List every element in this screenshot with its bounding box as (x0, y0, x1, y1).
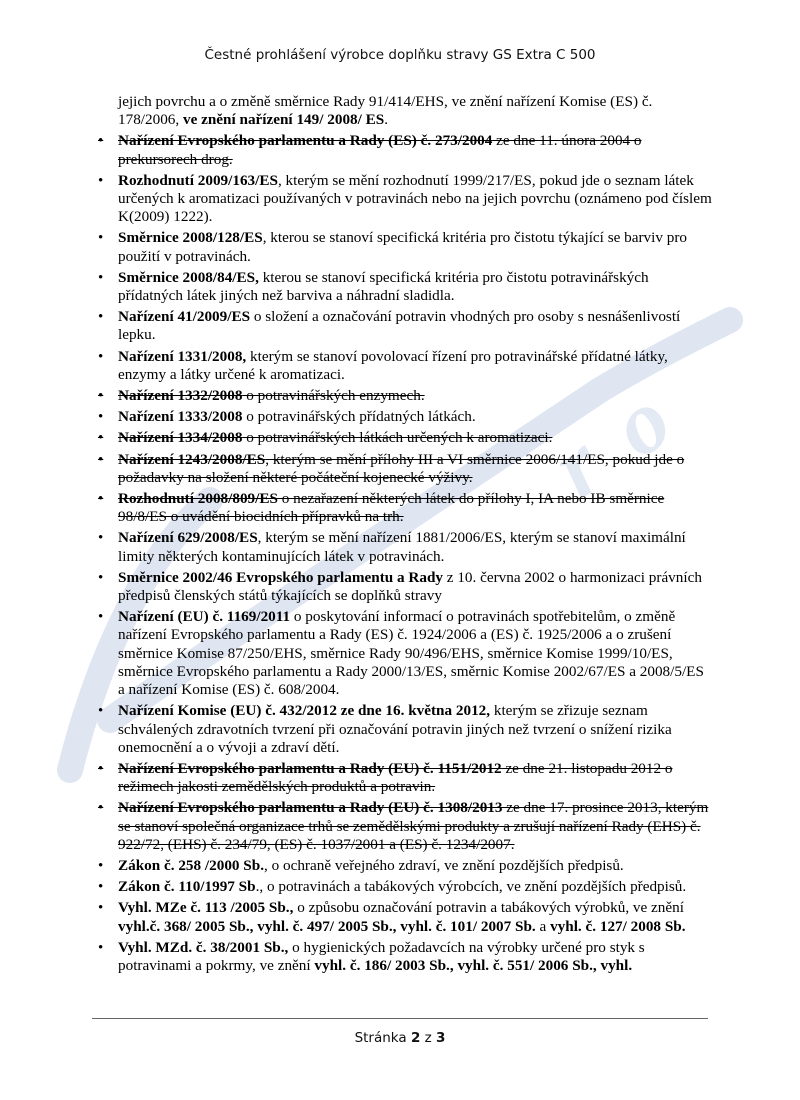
bullet-icon: • (98, 348, 104, 365)
bullet-icon: • (98, 879, 104, 896)
text: o hygienických požadavcích na výrobky určené pro styk s potravinami a pokrmy, ve znění (118, 938, 645, 974)
page-header: Čestné prohlášení výrobce doplňku stravy GS Extra C 500 (204, 47, 596, 63)
bullet-icon: • (98, 430, 104, 447)
bullet-icon: • (98, 939, 104, 956)
bold-text: Nařízení Komise (EU) č. 432/2012 ze dne 16. května 2012, (118, 702, 491, 720)
text: , o ochraně veřejného zdraví, ve znění pozdějších předpisů. (264, 856, 624, 874)
bold-text: vyhl.č. 368/ 2005 Sb., vyhl. č. 497/ 2005 Sb., vyhl. č. 101/ 2007 Sb. (118, 917, 536, 935)
list-item (92, 702, 712, 757)
bullet-icon: • (98, 609, 104, 626)
list-item (92, 429, 712, 447)
text: . (384, 111, 389, 129)
text: ze dne 17. prosince 2013, kterým se stanoví společná organizace trhů se zemědělskými produkty a zrušují nařízení Rady (EHS) č. 922/72, (EHS) č. 234/79, (ES) č. 1037/2001 a (ES) č. 1234/2007. (118, 799, 709, 853)
list-item (92, 939, 712, 975)
text: o složení a označování potravin vhodných pro osoby s nesnášenlivostí lepku. (118, 308, 681, 344)
bold-text: Směrnice 2008/128/ES (118, 229, 263, 247)
list-item-text (118, 387, 425, 404)
text: jejich povrchu a o změně směrnice Rady 91/414/EHS, ve znění nařízení Komise (ES) č. 178/2006, (118, 93, 653, 129)
text: z 10. června 2002 o harmonizaci právních předpisů členských států týkajících se doplňků stravy (118, 568, 702, 605)
bold-text: vyhl. č. 186/ 2003 Sb., vyhl. č. 551/ 2006 Sb., vyhl. (314, 956, 633, 974)
footer-prefix: Stránka (354, 1030, 411, 1046)
list-item (92, 172, 712, 227)
list-item (92, 132, 712, 168)
text: ze dne 11. února 2004 o prekursorech drog. (118, 132, 642, 168)
list-item-text (118, 229, 687, 264)
bold-text: Nařízení 41/2009/ES (118, 308, 251, 326)
bullet-icon: • (98, 530, 104, 547)
list-item-text (118, 799, 708, 852)
list-item (92, 569, 712, 605)
text: ze dne 21. listopadu 2012 o režimech jakosti zemědělských produktů a potravin. (118, 759, 673, 796)
bullet-icon: • (98, 491, 104, 508)
page-footer (0, 1030, 800, 1046)
bold-text: Vyhl. MZd. č. 38/2001 Sb., (118, 938, 289, 956)
bold-text: Nařízení Evropského parlamentu a Rady (EU) č. 1151/2012 (118, 759, 502, 777)
bold-text: Směrnice 2008/84/ES, (118, 268, 259, 286)
bold-text: Rozhodnutí 2008/809/ES (118, 490, 278, 508)
footer-page-number: 2 (410, 1030, 421, 1046)
bullet-icon: • (98, 230, 104, 247)
text: o potravinářských látkách určených k aromatizaci. (242, 429, 553, 447)
text: , kterým se mění přílohy III a VI směrnice 2006/141/ES, pokud jde o požadavky na složení některé počáteční kojenecké výživy. (118, 450, 685, 486)
bold-text: Nařízení 1333/2008 (118, 408, 243, 426)
bullet-icon: • (98, 451, 104, 468)
list-item (92, 490, 712, 526)
bullet-icon: • (98, 760, 104, 777)
bullet-icon: • (98, 569, 104, 586)
bold-text: Rozhodnutí 2009/163/ES (118, 171, 278, 189)
list-item-text (118, 608, 704, 698)
list-item (92, 229, 712, 265)
bold-text: vyhl. č. 127/ 2008 Sb. (550, 917, 686, 935)
text: , kterým se mění rozhodnutí 1999/217/ES, pokud jde o seznam látek určených k aromatizaci používaných v potravinách nebo na jejich povrchu (oznámeno pod číslem K(2009) 1222). (118, 171, 712, 226)
document-body (92, 93, 712, 978)
text: , kterou se stanoví specifická kritéria pro čistotu týkající se barviv pro použití v potravinách. (118, 229, 687, 265)
footer-mid: z (420, 1030, 437, 1046)
bullet-icon: • (98, 172, 104, 189)
bullet-icon: • (98, 900, 104, 917)
svg-text:r: r (534, 415, 621, 517)
text: o nezařazení některých látek do přílohy I, IA nebo IB směrnice 98/8/ES o uvádění biocidních přípravků na trh. (118, 490, 665, 526)
footer-page-total: 3 (436, 1030, 446, 1046)
list-item-text (118, 451, 684, 486)
text: o potravinářských enzymech. (242, 387, 425, 405)
text: kterou se stanoví specifická kritéria pro čistotu potravinářských přídatných látek jiných než barviva a náhradní sladidla. (118, 268, 649, 305)
bullet-icon: • (98, 269, 104, 286)
bold-text: Zákon č. 110/1997 Sb (118, 878, 256, 896)
bullet-icon: • (98, 409, 104, 426)
list-item-text (118, 857, 624, 874)
text: o způsobu označování potravin a tabákových výrobků, ve znění (293, 899, 684, 917)
list-item-text (118, 760, 672, 795)
list-item-text (118, 878, 686, 895)
list-item-text (118, 408, 476, 425)
bold-text: Nařízení 1243/2008/ES (118, 450, 266, 468)
bullet-icon: • (98, 800, 104, 817)
bullet-icon: • (98, 703, 104, 720)
list-item-text (118, 490, 664, 525)
bullet-icon: • (98, 857, 104, 874)
list-item-text (118, 348, 668, 383)
text: o potravinářských přídatných látkách. (242, 408, 476, 426)
list-item-text (118, 269, 649, 304)
list-item (92, 899, 712, 935)
list-item-text (118, 529, 686, 564)
list-item (92, 387, 712, 405)
list-item-text (118, 132, 642, 167)
list-item-text (118, 429, 552, 446)
list-item-text (118, 569, 702, 604)
list-item (92, 799, 712, 854)
list-item (92, 408, 712, 426)
list-item-text (118, 172, 712, 225)
text: kterým se stanoví povolovací řízení pro potravinářské přídatné látky, enzymy a látky určené k aromatizaci. (118, 347, 668, 383)
bullet-icon: • (98, 388, 104, 405)
bold-text: Nařízení 1332/2008 (118, 387, 243, 405)
list-item (92, 269, 712, 305)
footer-divider (92, 1018, 708, 1019)
list-item (92, 857, 712, 875)
svg-text:o: o (594, 369, 689, 477)
bold-text: Nařízení Evropského parlamentu a Rady (ES) č. 273/2004 (118, 132, 493, 150)
bold-text: Vyhl. MZe č. 113 /2005 Sb., (118, 899, 294, 917)
list-item (92, 760, 712, 796)
list-item-text (118, 939, 645, 974)
list-item-text (118, 899, 686, 934)
intro-paragraph (118, 93, 712, 129)
list-item-text (118, 702, 672, 755)
text: o poskytování informací o potravinách spotřebitelům, o změně nařízení Evropského parlamentu a Rady (ES) č. 1924/2006 a (ES) č. 1925/2006 a o zrušení směrnice Komise 87/250/EHS, směrnice Rady 90/496/EHS, směrnice Komise 1999/10/ES, směrnice Evropského parlamentu a Rady 2000/13/ES, směrnic Komise 2002/67/ES a 2008/5/ES a nařízení Komise (ES) č. 608/2004. (118, 608, 704, 699)
legislation-list (92, 132, 712, 975)
bold-text: Nařízení 1334/2008 (118, 429, 243, 447)
list-item-text (118, 308, 680, 343)
bold-text: Směrnice 2002/46 Evropského parlamentu a Rady (118, 568, 443, 586)
text: ., o potravinách a tabákových výrobcích, ve znění pozdějších předpisů. (255, 878, 687, 896)
bold-text: Nařízení Evropského parlamentu a Rady (EU) č. 1308/2013 (118, 799, 503, 817)
bullet-icon: • (98, 309, 104, 326)
bullet-icon: • (98, 133, 104, 150)
bold-text: Nařízení 629/2008/ES (118, 529, 258, 547)
bold-text: Nařízení 1331/2008, (118, 347, 247, 365)
list-item (92, 348, 712, 384)
bold-text: Zákon č. 258 /2000 Sb. (118, 856, 265, 874)
list-item (92, 451, 712, 487)
text: kterým se zřizuje seznam schválených zdravotních tvrzení při označování potravin jiných než tvrzení o snížení rizika onemocnění a o vývoji a zdraví dětí. (118, 702, 672, 756)
list-item (92, 308, 712, 344)
list-item (92, 529, 712, 565)
list-item (92, 608, 712, 699)
bold-text: Nařízení (EU) č. 1169/2011 (118, 608, 291, 626)
text: , kterým se mění nařízení 1881/2006/ES, kterým se stanoví maximální limity některých kontaminujících látek v potravinách. (118, 529, 686, 565)
list-item (92, 878, 712, 896)
text: a (535, 917, 551, 935)
bold-text: ve znění nařízení 149/ 2008/ ES (182, 111, 385, 129)
